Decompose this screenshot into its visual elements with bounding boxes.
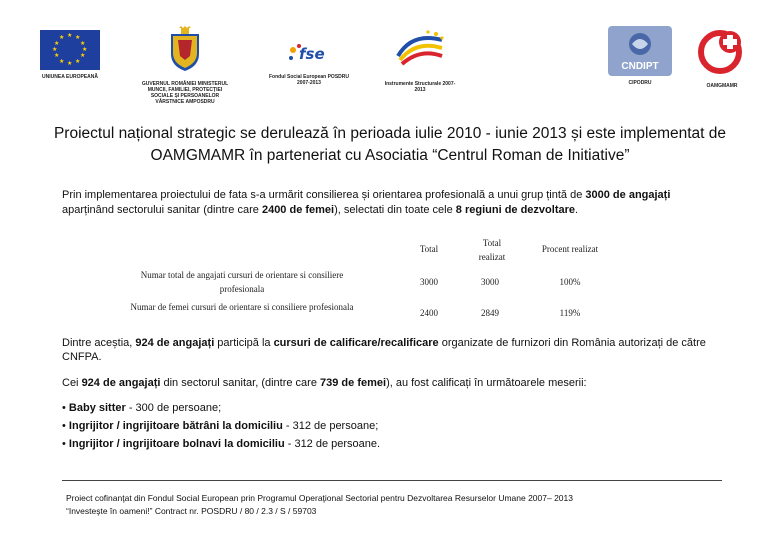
footer bbox=[66, 492, 726, 518]
coat-of-arms-icon bbox=[168, 26, 202, 72]
header-total: Total bbox=[419, 244, 439, 254]
header-total-realizat: Total realizat bbox=[478, 238, 506, 262]
cndipt-mark-icon bbox=[608, 26, 672, 76]
list-item: • Ingrijitor / ingrijitoare bătrâni la domiciliu - 312 de persoane; bbox=[62, 420, 379, 432]
cell-procent: 100% bbox=[559, 277, 581, 287]
fse-logo bbox=[264, 38, 354, 86]
oamgmamr-cross-icon bbox=[698, 26, 746, 74]
footer-divider bbox=[62, 480, 722, 481]
table-row bbox=[122, 268, 616, 300]
oamgmamr-logo bbox=[690, 26, 754, 89]
header-procent-realizat: Procent realizat bbox=[541, 244, 599, 254]
eu-caption: UNIUNEA EUROPEANĂ bbox=[42, 74, 98, 80]
list-item: • Ingrijitor / ingrijitoare bolnavi la domiciliu - 312 de persoane. bbox=[62, 438, 381, 450]
list-item: • Baby sitter - 300 de persoane; bbox=[62, 402, 222, 414]
eu-flag-icon: ★ ★ ★ ★ ★ ★ ★ ★ ★ ★ ★ ★ bbox=[40, 30, 100, 70]
cndipt-mark-text: CNDIPT bbox=[621, 61, 659, 72]
results-table bbox=[122, 232, 616, 330]
cell-realizat: 2849 bbox=[481, 308, 499, 318]
fse-mark-text: fse bbox=[299, 45, 325, 63]
eu-logo bbox=[34, 30, 106, 80]
footer-line-2: “Investeşte în oameni!” Contract nr. POSDRU / 80 / 2.3 / S / 59703 bbox=[66, 506, 317, 516]
instrumente-structurale-caption: Instrumente Structurale 2007-2013 bbox=[384, 81, 456, 93]
cndipt-logo bbox=[604, 26, 676, 86]
table-header-row bbox=[122, 232, 616, 264]
page-title: Proiectul național strategic se derulează în perioada iulie 2010 - iunie 2013 și este implementat de OAMGMAMR în parteneriat cu Asociatia “Centrul Roman de Initiative” bbox=[53, 125, 727, 164]
structural-instruments-icon bbox=[392, 26, 448, 72]
cell-total: 2400 bbox=[420, 308, 438, 318]
intro-paragraph: Prin implementarea proiectului de fata s-a urmărit consilierea și orientarea profesională a unui grup țintă de 3000 de angajați aparținând sectorului sanitar (dintre care 2400 de femei), selectati din toate cele 8 regiuni de dezvoltare. bbox=[62, 189, 671, 216]
row-label: Numar de femei cursuri de orientare si consiliere profesionala bbox=[130, 302, 354, 312]
government-caption: GUVERNUL ROMÂNIEI MINISTERUL MUNCII, FAMILIEI, PROTECȚIEI SOCIALE ȘI PERSOANELOR VÂRSTNICE AMPOSDRU bbox=[141, 81, 229, 105]
cndipt-caption: CIPODRU bbox=[628, 80, 652, 86]
row-label: Numar total de angajati cursuri de orientare si consiliere profesionala bbox=[140, 270, 344, 294]
fse-mark-icon bbox=[285, 38, 333, 68]
cell-realizat: 3000 bbox=[481, 277, 499, 287]
fse-caption: Fondul Social European POSDRU 2007-2013 bbox=[268, 74, 349, 86]
footer-line-1: Proiect cofinanţat din Fondul Social European prin Programul Operaţional Sectorial pentru Dezvoltarea Resurselor Umane 2007– 2013 bbox=[66, 493, 573, 503]
government-logo bbox=[140, 26, 230, 105]
oamgmamr-caption: OAMGMAMR bbox=[706, 83, 738, 89]
cell-total: 3000 bbox=[420, 277, 438, 287]
cell-procent: 119% bbox=[559, 308, 581, 318]
meserii-paragraph: Cei 924 de angajați din sectorul sanitar, (dintre care 739 de femei), au fost calificați în următoarele meserii: bbox=[62, 377, 587, 389]
calificare-paragraph: Dintre aceștia, 924 de angajați participă la cursuri de calificare/recalificare organizate de furnizori din România autorizați de către CNFPA. bbox=[62, 337, 706, 363]
instrumente-structurale-logo bbox=[380, 26, 460, 93]
table-row bbox=[122, 300, 616, 330]
